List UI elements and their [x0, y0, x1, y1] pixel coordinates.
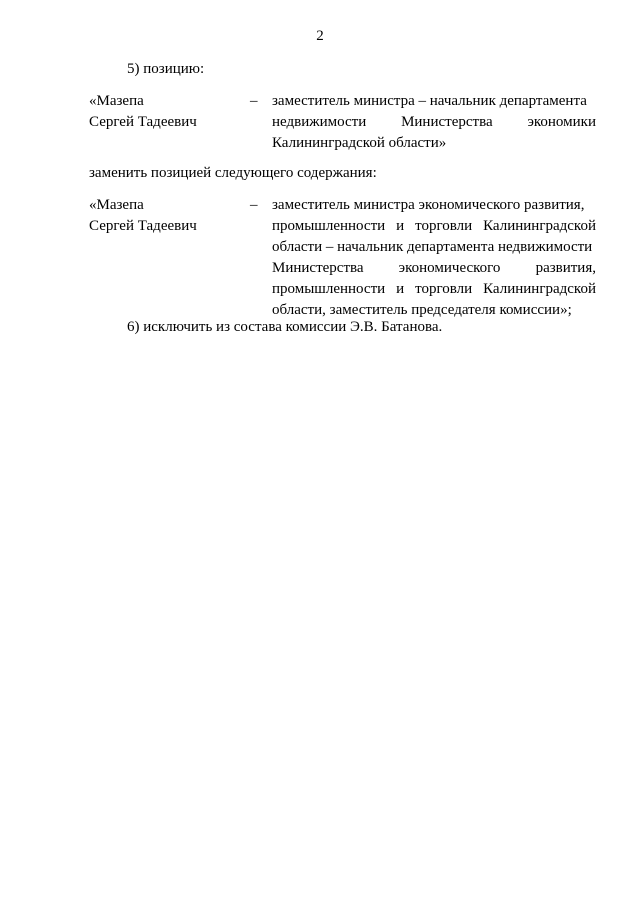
- new-entry-desc-word: промышленности: [272, 281, 386, 297]
- old-entry-desc-line: [272, 91, 596, 112]
- new-entry-desc-word: и: [396, 281, 405, 297]
- new-entry-desc-line: [272, 216, 596, 237]
- new-entry-name: [89, 195, 239, 237]
- old-entry-desc-word: Калининградской области»: [272, 135, 447, 151]
- replace-instruction: заменить позицией следующего содержания:: [89, 165, 377, 181]
- new-entry-desc-word: торговли: [415, 281, 473, 297]
- old-entry-desc-word: экономики: [527, 114, 596, 130]
- old-entry-name-line2: Сергей Тадеевич: [89, 114, 197, 130]
- new-entry-dash: –: [250, 197, 258, 213]
- new-entry-desc-word: заместитель министра экономического развития,: [272, 197, 585, 213]
- new-entry-desc-word: промышленности: [272, 218, 386, 234]
- new-entry-description: [272, 195, 596, 321]
- new-entry-desc-word: Калининградской: [483, 218, 596, 234]
- old-entry-desc-word: заместитель министра – начальник департамента: [272, 93, 587, 109]
- new-entry-desc-word: торговли: [415, 218, 473, 234]
- new-entry-desc-line: [272, 279, 596, 300]
- new-entry-desc-line: [272, 195, 596, 216]
- item5-heading: 5) позицию:: [127, 61, 205, 77]
- old-entry-name: [89, 91, 239, 133]
- new-entry-desc-word: экономического: [398, 260, 501, 276]
- new-entry-desc-word: области – начальник департамента недвижимости: [272, 239, 593, 255]
- new-entry-desc-word: и: [396, 218, 405, 234]
- old-entry-desc-word: недвижимости: [272, 114, 367, 130]
- new-entry-desc-word: развития,: [535, 260, 596, 276]
- old-entry-description: [272, 91, 596, 154]
- new-entry-desc-word: Калининградской: [483, 281, 596, 297]
- old-entry-desc-line: [272, 133, 596, 154]
- new-entry-desc-line: [272, 258, 596, 279]
- new-entry-desc-word: Министерства: [272, 260, 364, 276]
- old-entry-desc-line: [272, 112, 596, 133]
- new-entry-desc-line: [272, 237, 596, 258]
- new-entry-desc-word: области, заместитель председателя комиссии»;: [272, 302, 572, 318]
- new-entry-name-line2: Сергей Тадеевич: [89, 218, 197, 234]
- page-number: 2: [316, 28, 324, 44]
- old-entry-desc-word: Министерства: [401, 114, 493, 130]
- new-entry-name-line1: «Мазепа: [89, 197, 144, 213]
- old-entry-name-line1: «Мазепа: [89, 93, 144, 109]
- item6-text: 6) исключить из состава комиссии Э.В. Батанова.: [127, 319, 443, 335]
- old-entry-dash: –: [250, 93, 258, 109]
